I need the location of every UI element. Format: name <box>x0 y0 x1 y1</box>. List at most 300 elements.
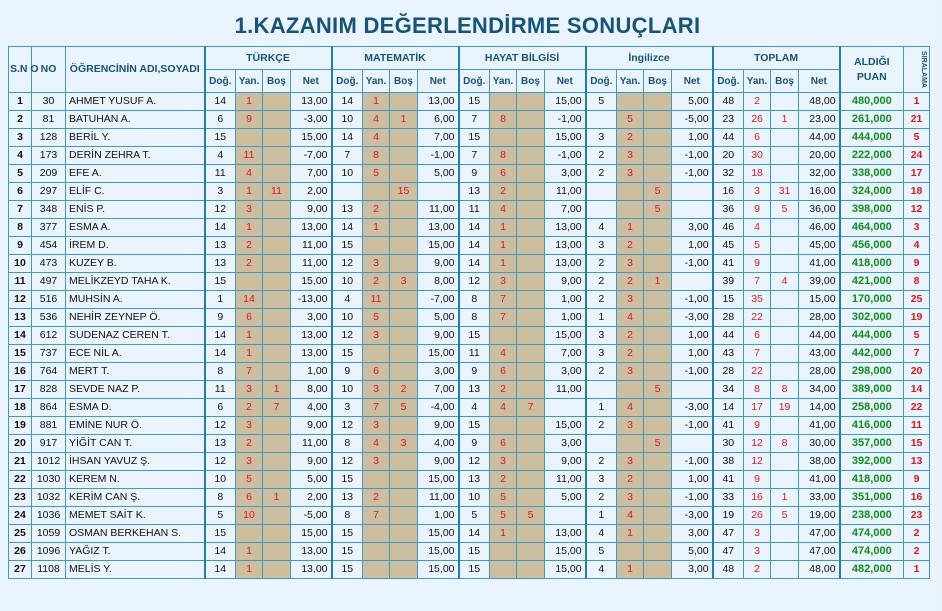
table-cell: 1 <box>236 345 263 363</box>
table-cell <box>517 525 545 543</box>
col-bos-header: Boş <box>517 70 545 93</box>
table-cell: 9,00 <box>418 255 459 273</box>
table-cell: 41 <box>713 471 744 489</box>
table-cell: 474,000 <box>840 543 904 561</box>
table-cell: 15,00 <box>291 273 332 291</box>
no-header: NO <box>32 47 66 93</box>
table-cell: 13,00 <box>291 327 332 345</box>
table-cell <box>263 471 291 489</box>
table-cell <box>363 471 390 489</box>
table-cell: 48 <box>713 561 744 579</box>
table-cell: 5 <box>363 309 390 327</box>
table-cell: 9,00 <box>291 417 332 435</box>
table-cell: 6 <box>490 165 517 183</box>
table-cell: 8,00 <box>418 273 459 291</box>
table-cell <box>517 471 545 489</box>
table-cell: 15 <box>332 561 363 579</box>
table-row <box>9 237 930 255</box>
table-cell: 2 <box>236 255 263 273</box>
table-cell: 2,00 <box>291 183 332 201</box>
table-cell <box>771 327 799 345</box>
table-cell: 3 <box>363 327 390 345</box>
table-row <box>9 489 930 507</box>
table-cell: 9,00 <box>545 453 586 471</box>
table-cell: NEHİR ZEYNEP Ö. <box>66 309 205 327</box>
table-cell: 302,000 <box>840 309 904 327</box>
table-cell: EFE A. <box>66 165 205 183</box>
table-cell: 3 <box>236 381 263 399</box>
table-cell <box>263 507 291 525</box>
table-cell <box>586 111 617 129</box>
table-cell: 3 <box>9 129 32 147</box>
table-cell: 34 <box>713 381 744 399</box>
table-cell: 11 <box>205 165 236 183</box>
table-cell <box>363 237 390 255</box>
table-cell: 444,000 <box>840 327 904 345</box>
table-cell: 8 <box>459 309 490 327</box>
table-cell: 1 <box>490 219 517 237</box>
table-cell: 881 <box>32 417 66 435</box>
table-cell <box>771 219 799 237</box>
table-cell <box>644 165 672 183</box>
table-cell: 454 <box>32 237 66 255</box>
table-cell: 15 <box>205 129 236 147</box>
table-cell: 3 <box>490 453 517 471</box>
table-cell: 13,00 <box>291 561 332 579</box>
table-cell: 3 <box>236 453 263 471</box>
table-cell: 418,000 <box>840 471 904 489</box>
table-cell: 33,00 <box>799 489 840 507</box>
table-cell: 9 <box>744 201 771 219</box>
table-cell: 41,00 <box>799 255 840 273</box>
table-cell: 1 <box>263 489 291 507</box>
table-cell: BERİL Y. <box>66 129 205 147</box>
table-row <box>9 273 930 291</box>
table-cell <box>644 471 672 489</box>
table-cell: 15 <box>332 471 363 489</box>
table-cell: -1,00 <box>672 363 713 381</box>
table-cell: 7 <box>459 147 490 165</box>
table-cell: 1 <box>586 309 617 327</box>
table-cell: 7 <box>332 147 363 165</box>
table-cell: 11,00 <box>291 435 332 453</box>
table-cell <box>390 309 418 327</box>
table-cell: 26 <box>744 111 771 129</box>
table-cell: 612 <box>32 327 66 345</box>
table-cell <box>771 237 799 255</box>
table-cell <box>263 561 291 579</box>
col-dog-header: Doğ. <box>205 70 236 93</box>
table-cell: 7 <box>263 399 291 417</box>
table-cell: 12 <box>9 291 32 309</box>
table-cell: 2 <box>363 201 390 219</box>
table-cell: 13,00 <box>291 219 332 237</box>
table-cell: 5 <box>205 507 236 525</box>
table-cell <box>418 183 459 201</box>
table-cell: 22 <box>9 471 32 489</box>
table-cell: 15,00 <box>799 291 840 309</box>
table-cell: 9 <box>459 435 490 453</box>
table-cell: 13 <box>205 255 236 273</box>
table-cell: 4 <box>617 399 644 417</box>
table-cell: 15,00 <box>418 543 459 561</box>
table-cell <box>263 453 291 471</box>
table-cell <box>517 381 545 399</box>
table-cell: 30 <box>713 435 744 453</box>
table-cell: 482,000 <box>840 561 904 579</box>
table-cell: 81 <box>32 111 66 129</box>
table-cell: 7,00 <box>545 345 586 363</box>
table-cell: 20 <box>9 435 32 453</box>
table-cell: 2 <box>390 381 418 399</box>
table-cell: 2 <box>586 165 617 183</box>
table-cell <box>363 345 390 363</box>
table-cell <box>517 93 545 111</box>
table-cell: 2 <box>9 111 32 129</box>
table-cell <box>363 183 390 201</box>
table-cell: -3,00 <box>291 111 332 129</box>
table-cell: 28,00 <box>799 363 840 381</box>
table-cell: OSMAN BERKEHAN S. <box>66 525 205 543</box>
table-cell: -3,00 <box>672 399 713 417</box>
table-cell <box>771 345 799 363</box>
table-cell: 15 <box>459 327 490 345</box>
table-cell: 1 <box>904 561 930 579</box>
table-cell: 47 <box>713 543 744 561</box>
table-cell <box>545 399 586 417</box>
table-cell <box>771 561 799 579</box>
table-cell: -3,00 <box>672 309 713 327</box>
table-cell: 1 <box>236 543 263 561</box>
table-cell: 14 <box>713 399 744 417</box>
table-cell: 7 <box>459 111 490 129</box>
table-cell: 16 <box>744 489 771 507</box>
table-cell: 15 <box>9 345 32 363</box>
table-cell: 8 <box>771 381 799 399</box>
table-cell: 3,00 <box>545 363 586 381</box>
table-cell: 14 <box>459 525 490 543</box>
table-row <box>9 219 930 237</box>
table-cell: 2 <box>617 471 644 489</box>
table-cell: 1,00 <box>545 291 586 309</box>
table-cell <box>617 93 644 111</box>
table-cell <box>517 291 545 309</box>
table-cell: 1036 <box>32 507 66 525</box>
table-cell: 6 <box>9 183 32 201</box>
table-cell <box>586 381 617 399</box>
table-cell: 261,000 <box>840 111 904 129</box>
table-cell: 5 <box>459 507 490 525</box>
table-cell: 10 <box>332 273 363 291</box>
table-row <box>9 147 930 165</box>
table-cell: 3 <box>586 471 617 489</box>
table-cell: 41,00 <box>799 471 840 489</box>
table-cell: 24 <box>904 147 930 165</box>
table-cell: 2 <box>617 345 644 363</box>
table-cell: 26 <box>9 543 32 561</box>
table-cell: 15 <box>459 129 490 147</box>
table-cell: 389,000 <box>840 381 904 399</box>
table-row <box>9 453 930 471</box>
table-cell: ESMA D. <box>66 399 205 417</box>
table-cell: 4 <box>205 147 236 165</box>
table-row <box>9 255 930 273</box>
table-cell: 44,00 <box>799 129 840 147</box>
table-cell: 4 <box>490 345 517 363</box>
table-cell: 4,00 <box>291 399 332 417</box>
table-cell: 33 <box>713 489 744 507</box>
table-row <box>9 471 930 489</box>
table-cell: 298,000 <box>840 363 904 381</box>
table-cell <box>517 255 545 273</box>
table-cell: 4 <box>904 237 930 255</box>
table-cell: 258,000 <box>840 399 904 417</box>
table-cell <box>771 525 799 543</box>
table-cell: 170,000 <box>840 291 904 309</box>
table-row <box>9 417 930 435</box>
table-cell: 6 <box>205 111 236 129</box>
table-cell: 11,00 <box>418 201 459 219</box>
table-cell: 12 <box>459 273 490 291</box>
table-cell: 444,000 <box>840 129 904 147</box>
table-cell <box>672 183 713 201</box>
table-cell: İREM D. <box>66 237 205 255</box>
table-cell: 25 <box>904 291 930 309</box>
table-cell <box>672 273 713 291</box>
table-cell: 2 <box>586 255 617 273</box>
table-cell <box>490 417 517 435</box>
table-cell <box>363 543 390 561</box>
table-cell <box>644 111 672 129</box>
table-cell: 6 <box>490 435 517 453</box>
table-cell: 15 <box>459 561 490 579</box>
table-cell: 22 <box>904 399 930 417</box>
table-cell: 6 <box>236 489 263 507</box>
table-cell: 3 <box>617 291 644 309</box>
table-row <box>9 525 930 543</box>
table-cell: 11 <box>236 147 263 165</box>
table-cell: 35 <box>744 291 771 309</box>
col-yan-header: Yan. <box>236 70 263 93</box>
table-cell: 1 <box>644 273 672 291</box>
table-cell: 15 <box>332 345 363 363</box>
sno-header: S.N O <box>9 47 32 93</box>
table-cell: 13 <box>205 435 236 453</box>
table-cell: 3 <box>363 417 390 435</box>
table-cell: 18 <box>744 165 771 183</box>
table-row <box>9 93 930 111</box>
table-cell <box>545 507 586 525</box>
table-cell <box>390 237 418 255</box>
table-cell: ENİS P. <box>66 201 205 219</box>
table-cell: 7,00 <box>418 129 459 147</box>
table-cell: 2 <box>586 453 617 471</box>
table-cell: 6 <box>236 309 263 327</box>
table-cell: -1,00 <box>418 147 459 165</box>
table-cell: 3,00 <box>672 219 713 237</box>
table-cell: 4 <box>9 147 32 165</box>
table-cell: 418,000 <box>840 255 904 273</box>
table-cell: 4 <box>459 399 490 417</box>
table-cell: 18 <box>904 183 930 201</box>
siralama-header <box>904 47 930 93</box>
table-cell: 7 <box>744 345 771 363</box>
table-cell: 6,00 <box>418 111 459 129</box>
table-cell: 828 <box>32 381 66 399</box>
table-cell <box>263 255 291 273</box>
table-cell: 23,00 <box>799 111 840 129</box>
table-cell: 1 <box>771 489 799 507</box>
table-cell: 46,00 <box>799 219 840 237</box>
table-cell: 30 <box>744 147 771 165</box>
table-cell <box>644 237 672 255</box>
table-cell: 4 <box>771 273 799 291</box>
table-cell: 9 <box>459 165 490 183</box>
table-cell: 9 <box>744 471 771 489</box>
table-cell: 20,00 <box>799 147 840 165</box>
table-cell: 516 <box>32 291 66 309</box>
table-cell: -1,00 <box>545 111 586 129</box>
table-row <box>9 399 930 417</box>
table-cell <box>644 309 672 327</box>
table-cell: 17 <box>744 399 771 417</box>
table-cell: 2 <box>236 237 263 255</box>
table-cell: 13 <box>459 471 490 489</box>
table-cell: 5 <box>644 183 672 201</box>
col-bos-header: Boş <box>390 70 418 93</box>
table-cell: 4 <box>586 525 617 543</box>
table-cell: 4 <box>363 111 390 129</box>
table-cell <box>517 111 545 129</box>
table-cell: 3 <box>236 417 263 435</box>
table-cell: -3,00 <box>672 507 713 525</box>
table-cell: 44 <box>713 129 744 147</box>
table-cell: 7 <box>490 309 517 327</box>
table-cell: 8 <box>363 147 390 165</box>
table-cell: 456,000 <box>840 237 904 255</box>
col-net-header: Net <box>291 70 332 93</box>
table-cell <box>644 453 672 471</box>
table-cell <box>517 327 545 345</box>
table-cell <box>390 453 418 471</box>
table-cell: 13 <box>459 183 490 201</box>
table-cell <box>644 363 672 381</box>
table-cell: 19,00 <box>799 507 840 525</box>
table-cell: -1,00 <box>672 291 713 309</box>
table-cell: 28 <box>713 363 744 381</box>
table-cell <box>672 201 713 219</box>
table-cell: ECE NİL A. <box>66 345 205 363</box>
turkce-header: TÜRKÇE <box>205 47 332 70</box>
table-cell <box>263 525 291 543</box>
table-cell: MERT T. <box>66 363 205 381</box>
table-cell: 3,00 <box>291 309 332 327</box>
table-cell: 4 <box>586 219 617 237</box>
table-cell: 3 <box>617 363 644 381</box>
table-cell: 2 <box>744 93 771 111</box>
table-cell: 48,00 <box>799 93 840 111</box>
table-cell: SEVDE NAZ P. <box>66 381 205 399</box>
table-cell: 47,00 <box>799 543 840 561</box>
table-cell: 12 <box>459 453 490 471</box>
table-cell <box>263 93 291 111</box>
table-cell: 2 <box>236 399 263 417</box>
table-cell: 764 <box>32 363 66 381</box>
table-cell <box>390 489 418 507</box>
col-net-header: Net <box>545 70 586 93</box>
table-cell: EMİNE NUR Ö. <box>66 417 205 435</box>
table-cell <box>390 363 418 381</box>
table-cell: 3 <box>617 165 644 183</box>
table-cell: 9 <box>236 111 263 129</box>
table-cell: 3 <box>617 417 644 435</box>
table-cell: 1096 <box>32 543 66 561</box>
table-cell: ESMA A. <box>66 219 205 237</box>
table-cell: 1 <box>490 237 517 255</box>
table-cell: 4 <box>236 165 263 183</box>
table-cell: 2 <box>586 363 617 381</box>
table-cell: 3 <box>744 183 771 201</box>
table-cell: 13 <box>9 309 32 327</box>
table-cell: 1030 <box>32 471 66 489</box>
table-row <box>9 327 930 345</box>
table-cell: 5 <box>586 93 617 111</box>
table-cell: 12 <box>744 435 771 453</box>
table-cell: 13,00 <box>291 345 332 363</box>
table-cell: 297 <box>32 183 66 201</box>
table-cell: 5,00 <box>291 471 332 489</box>
table-cell: 5 <box>771 507 799 525</box>
table-cell: 11,00 <box>545 381 586 399</box>
table-cell: BATUHAN A. <box>66 111 205 129</box>
table-cell: 15,00 <box>545 417 586 435</box>
col-dog-header: Doğ. <box>459 70 490 93</box>
table-cell: 2 <box>904 543 930 561</box>
table-row <box>9 345 930 363</box>
table-row <box>9 309 930 327</box>
table-cell: 3 <box>744 525 771 543</box>
table-cell: 31 <box>771 183 799 201</box>
table-cell: 15,00 <box>418 345 459 363</box>
table-cell: 19 <box>713 507 744 525</box>
table-cell: 5 <box>586 543 617 561</box>
table-cell: 11 <box>263 183 291 201</box>
table-cell: 3,00 <box>672 525 713 543</box>
table-row <box>9 165 930 183</box>
table-cell: 12 <box>904 201 930 219</box>
table-cell: 12 <box>332 327 363 345</box>
table-cell <box>644 327 672 345</box>
table-cell <box>644 417 672 435</box>
table-cell: 19 <box>904 309 930 327</box>
col-yan-header: Yan. <box>617 70 644 93</box>
table-cell: 15,00 <box>418 237 459 255</box>
col-net-header: Net <box>672 70 713 93</box>
table-cell: 13 <box>205 237 236 255</box>
table-cell <box>617 183 644 201</box>
table-cell <box>771 255 799 273</box>
table-cell: 8 <box>904 273 930 291</box>
table-cell: 11,00 <box>418 489 459 507</box>
table-cell: 45,00 <box>799 237 840 255</box>
table-cell <box>586 201 617 219</box>
table-cell: 11 <box>205 381 236 399</box>
table-cell: 9 <box>744 255 771 273</box>
table-cell: 1,00 <box>291 363 332 381</box>
table-cell: 14 <box>205 93 236 111</box>
table-cell: 5,00 <box>672 93 713 111</box>
table-cell: 1 <box>771 111 799 129</box>
